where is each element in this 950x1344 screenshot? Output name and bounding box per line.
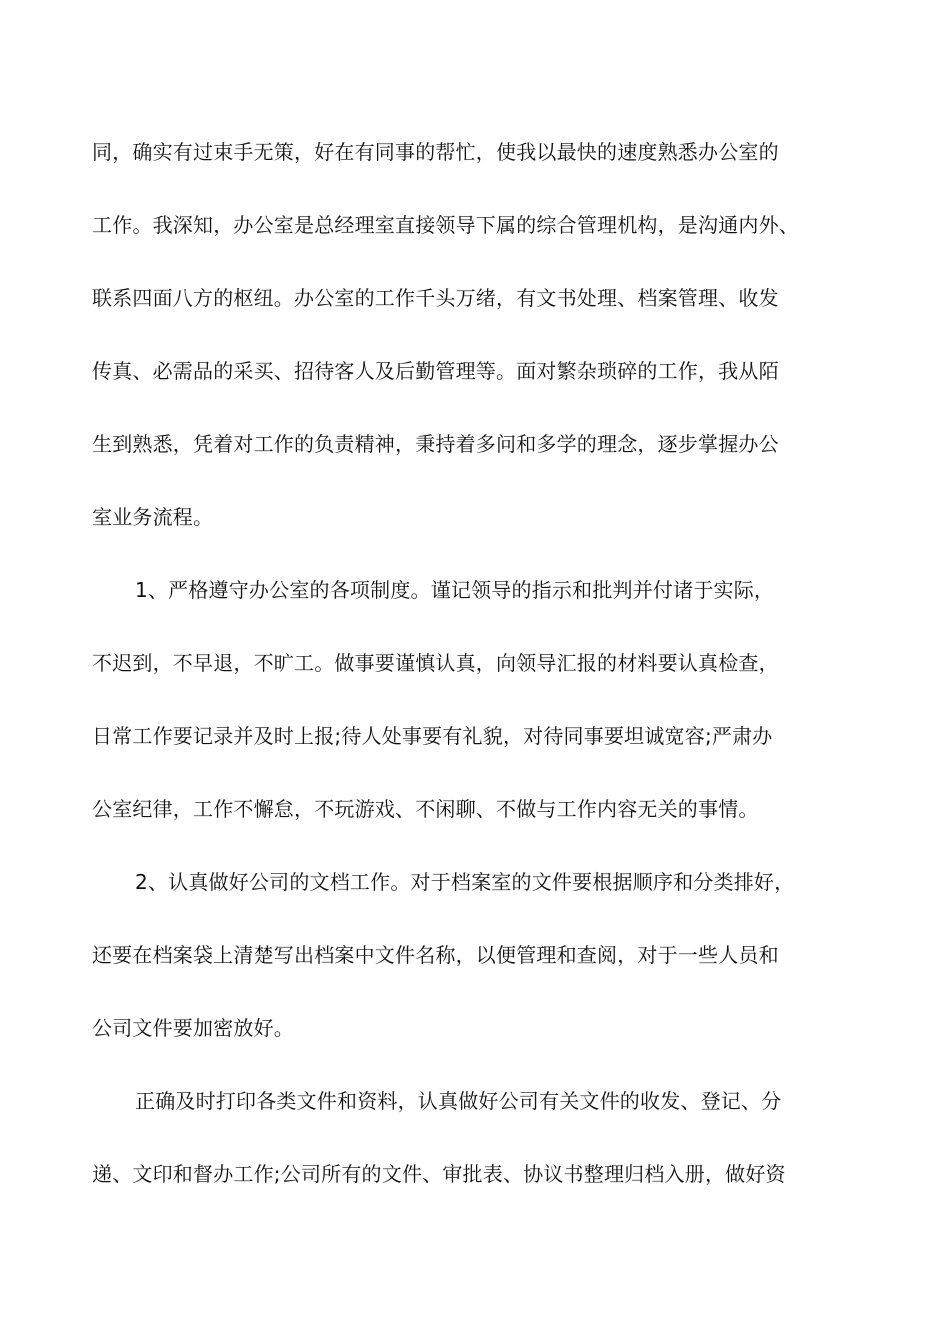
paragraph-line: 公室纪律，工作不懈怠，不玩游戏、不闲聊、不做与工作内容无关的事情。 [92, 797, 759, 821]
paragraph-line: 室业务流程。 [92, 505, 214, 529]
paragraph-line: 工作。我深知，办公室是总经理室直接领导下属的综合管理机构，是沟通内外、 [92, 213, 799, 237]
paragraph-line: 生到熟悉，凭着对工作的负责精神，秉持着多问和多学的理念，逐步掌握办公 [92, 432, 779, 456]
paragraph-line: 递、文印和督办工作;公司所有的文件、审批表、协议书整理归档入册，做好资 [92, 1162, 786, 1186]
paragraph-line: 1、严格遵守办公室的各项制度。谨记领导的指示和批判并付诸于实际， [135, 578, 775, 602]
paragraph-line: 2、认真做好公司的文档工作。对于档案室的文件要根据顺序和分类排好， [135, 870, 795, 894]
paragraph-line: 公司文件要加密放好。 [92, 1016, 294, 1040]
paragraph-line: 同，确实有过束手无策，好在有同事的帮忙，使我以最快的速度熟悉办公室的 [92, 140, 779, 164]
paragraph-line: 正确及时打印各类文件和资料，认真做好公司有关文件的收发、登记、分 [135, 1089, 782, 1113]
paragraph-line: 不迟到，不早退，不旷工。做事要谨慎认真，向领导汇报的材料要认真检查， [92, 651, 779, 675]
paragraph-line: 日常工作要记录并及时上报;待人处事要有礼貌，对待同事要坦诚宽容;严肃办 [92, 724, 773, 748]
paragraph-line: 联系四面八方的枢纽。办公室的工作千头万绪，有文书处理、档案管理、收发 [92, 286, 779, 310]
paragraph-line: 传真、必需品的采买、招待客人及后勤管理等。面对繁杂琐碎的工作，我从陌 [92, 359, 779, 383]
paragraph-line: 还要在档案袋上清楚写出档案中文件名称，以便管理和查阅，对于一些人员和 [92, 943, 779, 967]
